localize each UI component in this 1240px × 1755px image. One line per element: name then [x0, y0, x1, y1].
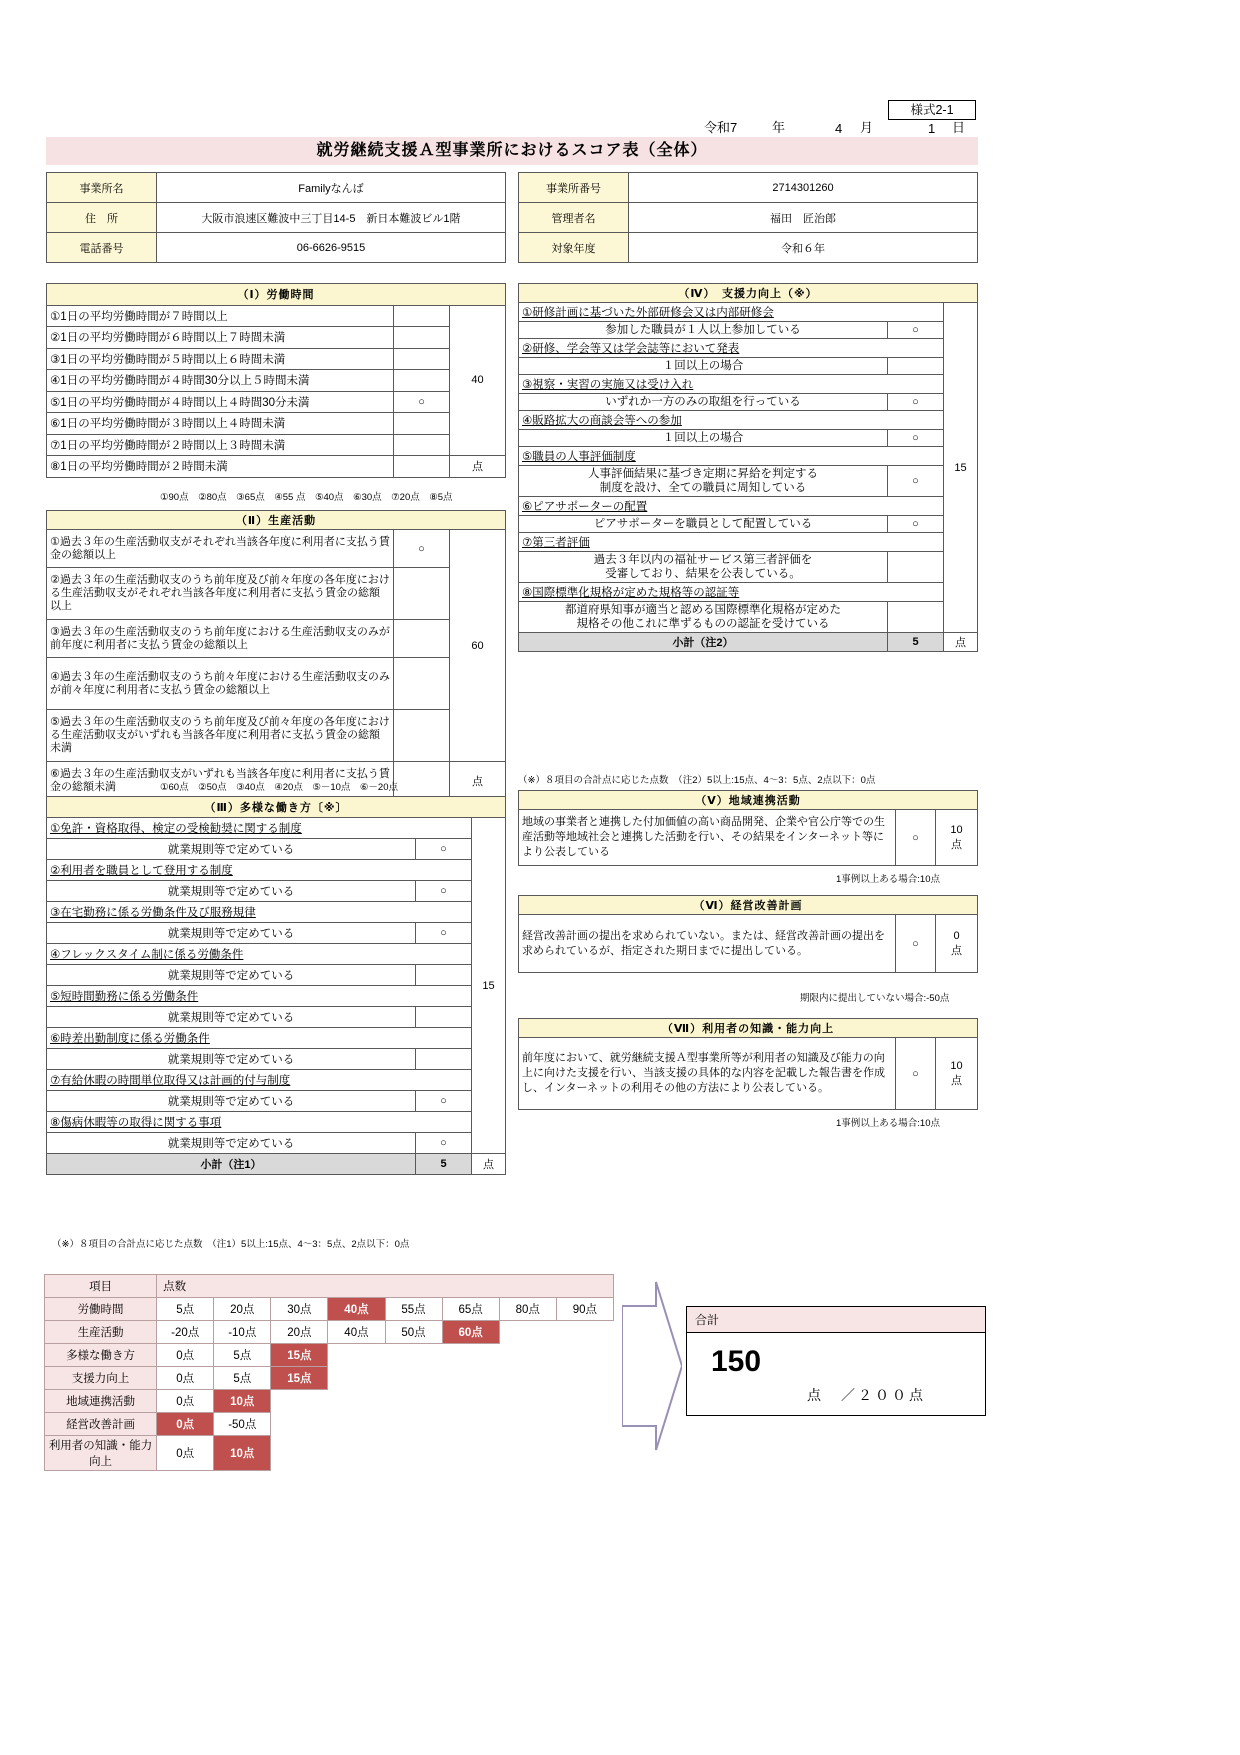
- section-3-answer-label: 就業規則等で定めている: [47, 1091, 416, 1112]
- section-3-diverse-work: [46, 796, 506, 1175]
- section-4-answer-row: [519, 552, 978, 583]
- section-4-answer-row: [519, 602, 978, 633]
- section-1-item-mark[interactable]: [394, 413, 450, 435]
- info-row: [519, 173, 978, 203]
- section-1-item-mark[interactable]: ○: [394, 391, 450, 413]
- section-2-item-label: ⑥過去３年の生産活動収支がいずれも当該各年度に利用者に支払う賃金の総額未満: [47, 762, 394, 800]
- summary-row: [45, 1367, 614, 1390]
- section-4-answer-mark[interactable]: ○: [888, 322, 944, 339]
- section-5-score: [936, 810, 978, 866]
- date-month-label: 月: [860, 120, 874, 135]
- section-5-mark[interactable]: ○: [896, 810, 936, 866]
- section-1-header-row: [47, 284, 506, 306]
- info-value: 福田 匠治郎: [629, 203, 978, 233]
- section-3-question-row: [47, 818, 506, 839]
- section-4-question: ⑦第三者評価: [519, 533, 944, 552]
- section-4-header: （Ⅳ） 支援力向上（※）: [519, 284, 978, 303]
- summary-cell: 40点: [328, 1321, 385, 1344]
- section-3-answer-mark[interactable]: ○: [416, 839, 472, 860]
- section-1-labor-hours: [46, 283, 506, 478]
- section-2-score: 60: [450, 530, 506, 762]
- info-label: 事業所番号: [519, 173, 629, 203]
- summary-row: [45, 1413, 614, 1436]
- summary-row: [45, 1298, 614, 1321]
- summary-cell: 55点: [385, 1298, 442, 1321]
- section-4-subtotal-label: 小計（注2）: [519, 633, 888, 652]
- summary-col-item: 項目: [45, 1275, 157, 1298]
- section-1-item-mark[interactable]: [394, 305, 450, 327]
- info-right-body: [519, 173, 978, 263]
- summary-pad: [499, 1321, 613, 1344]
- summary-header-row: [45, 1275, 614, 1298]
- section-4-answer-label: １回以上の場合: [519, 358, 888, 375]
- section-3-subtotal-value: 5: [416, 1154, 472, 1175]
- section-4-question-row: [519, 339, 978, 358]
- section-1-row: [47, 434, 506, 456]
- facility-info-left: [46, 172, 506, 263]
- section-4-score: 15: [944, 303, 978, 633]
- section-4-question: ⑤職員の人事評価制度: [519, 447, 944, 466]
- section-2-note: ①60点 ②50点 ③40点 ④20点 ⑤－10点 ⑥－20点: [160, 782, 399, 793]
- summary-pad: [271, 1436, 614, 1471]
- summary-cell: 0点: [157, 1390, 214, 1413]
- info-row: [47, 203, 506, 233]
- summary-cell: -10点: [214, 1321, 271, 1344]
- section-3-answer-row: [47, 881, 506, 902]
- section-7-header-row: [519, 1019, 978, 1038]
- summary-cell: 5点: [214, 1344, 271, 1367]
- summary-cell: 20点: [271, 1321, 328, 1344]
- total-value: 150: [711, 1345, 762, 1378]
- section-3-question-row: [47, 1028, 506, 1049]
- section-1-item-label: ⑥1日の平均労働時間が３時間以上４時間未満: [47, 413, 394, 435]
- section-2-item-label: ⑤過去３年の生産活動収支のうち前年度及び前々年度の各年度における生産活動収支がいずれも当該各年度に利用者に支払う賃金の総額未満: [47, 710, 394, 762]
- summary-row: [45, 1436, 614, 1471]
- section-1-row: [47, 348, 506, 370]
- section-2-header: （Ⅱ）生産活動: [47, 511, 506, 530]
- section-4-note: （※）８項目の合計点に応じた点数 （注2）5以上:15点、4〜3：5点、2点以下：0点: [518, 775, 876, 786]
- section-3-question: ③在宅勤務に係る労働条件及び服務規律: [47, 902, 472, 923]
- summary-cell: 90点: [556, 1298, 613, 1321]
- section-3-question: ⑦有給休暇の時間単位取得又は計画的付与制度: [47, 1070, 472, 1091]
- section-2-row: [47, 658, 506, 710]
- section-3-score: 15: [472, 818, 506, 1154]
- section-4-answer-mark[interactable]: ○: [888, 394, 944, 411]
- section-2-body: [47, 511, 506, 800]
- section-2-item-label: ④過去３年の生産活動収支のうち前々年度における生産活動収支のみが前々年度に利用者に支払う賃金の総額以上: [47, 658, 394, 710]
- info-value: Familyなんば: [157, 173, 506, 203]
- section-3-answer-label: 就業規則等で定めている: [47, 1007, 416, 1028]
- section-3-question: ⑤短時間勤務に係る労働条件: [47, 986, 472, 1007]
- section-4-question-row: [519, 497, 978, 516]
- section-6-row: [519, 915, 978, 973]
- section-1-item-label: ⑦1日の平均労働時間が２時間以上３時間未満: [47, 434, 394, 456]
- section-7-header: （Ⅶ）利用者の知識・能力向上: [519, 1019, 978, 1038]
- section-2-item-label: ①過去３年の生産活動収支がそれぞれ当該各年度に利用者に支払う賃金の総額以上: [47, 530, 394, 568]
- section-7-mark[interactable]: ○: [896, 1038, 936, 1110]
- section-4-header-row: [519, 284, 978, 303]
- section-1-score-unit: 点: [450, 456, 506, 478]
- summary-cell: 5点: [157, 1298, 214, 1321]
- summary-cell: 0点: [157, 1436, 214, 1471]
- info-label: 管理者名: [519, 203, 629, 233]
- section-7-body: [519, 1019, 978, 1110]
- section-2-row: [47, 568, 506, 620]
- section-4-answer-mark[interactable]: [888, 358, 944, 375]
- section-3-answer-label: 就業規則等で定めている: [47, 1049, 416, 1070]
- info-row: [47, 173, 506, 203]
- summary-cell: 15点: [271, 1344, 328, 1367]
- summary-cell: 10点: [214, 1390, 271, 1413]
- section-1-row: [47, 305, 506, 327]
- section-4-subtotal-row: [519, 633, 978, 652]
- summary-row-label: 生産活動: [45, 1321, 157, 1344]
- section-2-item-label: ③過去３年の生産活動収支のうち前年度における生産活動収支のみが前年度に利用者に支払う賃金の総額以上: [47, 620, 394, 658]
- section-4-answer-label: 参加した職員が１人以上参加している: [519, 322, 888, 339]
- section-3-answer-row: [47, 923, 506, 944]
- section-5-header-row: [519, 791, 978, 810]
- section-1-row: [47, 456, 506, 478]
- section-2-production: [46, 510, 506, 800]
- summary-cell: 0点: [157, 1367, 214, 1390]
- section-2-item-mark[interactable]: [394, 620, 450, 658]
- section-4-answer-mark[interactable]: ○: [888, 516, 944, 533]
- section-3-answer-mark[interactable]: [416, 1007, 472, 1028]
- section-3-question: ④フレックスタイム制に係る労働条件: [47, 944, 472, 965]
- summary-cell: 0点: [157, 1344, 214, 1367]
- summary-cell: 10点: [214, 1436, 271, 1471]
- summary-row: [45, 1344, 614, 1367]
- info-value: 大阪市浪速区難波中三丁目14-5 新日本難波ビル1階: [157, 203, 506, 233]
- section-4-answer-label: ピアサポーターを職員として配置している: [519, 516, 888, 533]
- summary-body: [45, 1275, 614, 1471]
- section-1-item-mark[interactable]: [394, 456, 450, 478]
- section-3-question-row: [47, 1070, 506, 1091]
- info-row: [519, 233, 978, 263]
- section-2-item-mark[interactable]: ○: [394, 530, 450, 568]
- section-5-header: （Ⅴ）地域連携活動: [519, 791, 978, 810]
- info-label: 電話番号: [47, 233, 157, 263]
- info-label: 住 所: [47, 203, 157, 233]
- section-4-answer-label: 都道府県知事が適当と認める国際標準化規格が定めた 規格その他これに準ずるものの認証を受けている: [519, 602, 888, 633]
- summary-cell: 20点: [214, 1298, 271, 1321]
- section-4-question-row: [519, 411, 978, 430]
- info-label: 対象年度: [519, 233, 629, 263]
- section-3-question-row: [47, 944, 506, 965]
- section-5-score-value: 10: [950, 823, 963, 836]
- section-1-score: 40: [450, 305, 506, 456]
- section-7-score-value: 10: [950, 1059, 963, 1072]
- summary-pad: [271, 1390, 614, 1413]
- section-2-row: [47, 710, 506, 762]
- section-3-question: ⑧傷病休暇等の取得に関する事項: [47, 1112, 472, 1133]
- section-3-answer-mark[interactable]: [416, 965, 472, 986]
- section-7-body: 前年度において、就労継続支援Ａ型事業所等が利用者の知識及び能力の向上に向けた支援を行い、当該支援の具体的な内容を記載した報告書を作成し、インターネットの利用その他の方法により公表している。: [519, 1038, 896, 1110]
- date-era: 令和7: [704, 120, 738, 135]
- section-7-row: [519, 1038, 978, 1110]
- section-7-note: 1事例以上ある場合:10点: [836, 1118, 940, 1129]
- section-4-question: ⑧国際標準化規格が定めた規格等の認証等: [519, 583, 944, 602]
- section-4-answer-mark[interactable]: [888, 602, 944, 633]
- summary-cell: -50点: [214, 1413, 271, 1436]
- section-1-row: [47, 391, 506, 413]
- section-3-answer-row: [47, 839, 506, 860]
- section-5-note: 1事例以上ある場合:10点: [836, 874, 940, 885]
- summary-cell: 80点: [499, 1298, 556, 1321]
- summary-row: [45, 1321, 614, 1344]
- section-4-question-row: [519, 583, 978, 602]
- summary-pad: [328, 1367, 614, 1390]
- info-left-body: [47, 173, 506, 263]
- section-3-subtotal-row: [47, 1154, 506, 1175]
- section-4-question: ②研修、学会等又は学会誌等において発表: [519, 339, 944, 358]
- summary-row-label: 多様な働き方: [45, 1344, 157, 1367]
- section-1-item-label: ③1日の平均労働時間が５時間以上６時間未満: [47, 348, 394, 370]
- date-day-label: 日: [952, 120, 966, 135]
- section-1-item-mark[interactable]: [394, 327, 450, 349]
- section-4-answer-row: [519, 394, 978, 411]
- date-nen-label: 年: [772, 120, 786, 135]
- section-1-header: （Ⅰ）労働時間: [47, 284, 506, 306]
- summary-row-label: 経営改善計画: [45, 1413, 157, 1436]
- section-4-answer-row: [519, 516, 978, 533]
- section-1-item-label: ①1日の平均労働時間が７時間以上: [47, 305, 394, 327]
- total-label: 合計: [687, 1307, 985, 1333]
- summary-cell: -20点: [157, 1321, 214, 1344]
- section-5-community-cooperation: [518, 790, 978, 866]
- summary-cell: 50点: [385, 1321, 442, 1344]
- section-1-note: ①90点 ②80点 ③65点 ④55 点 ⑤40点 ⑥30点 ⑦20点 ⑧5点: [160, 492, 453, 503]
- summary-row: [45, 1390, 614, 1413]
- section-2-item-mark[interactable]: [394, 568, 450, 620]
- summary-row-label: 地域連携活動: [45, 1390, 157, 1413]
- section-3-question-row: [47, 902, 506, 923]
- section-3-answer-mark[interactable]: ○: [416, 881, 472, 902]
- section-3-question: ①免許・資格取得、検定の受検勧奨に関する制度: [47, 818, 472, 839]
- section-3-question-row: [47, 860, 506, 881]
- section-7-score-unit: 点: [951, 1074, 962, 1087]
- total-unit: 点 ／２００点: [807, 1387, 926, 1403]
- section-4-answer-label: 人事評価結果に基づき定期に昇給を判定する 制度を設け、全ての職員に周知している: [519, 466, 888, 497]
- section-4-answer-mark[interactable]: ○: [888, 466, 944, 497]
- section-5-body: [519, 791, 978, 866]
- section-6-body: 経営改善計画の提出を求められていない。または、経営改善計画の提出を求められているが、指定された期日までに提出している。: [519, 915, 896, 973]
- section-2-header-row: [47, 511, 506, 530]
- section-1-item-label: ⑤1日の平均労働時間が４時間以上４時間30分未満: [47, 391, 394, 413]
- section-1-item-label: ②1日の平均労働時間が６時間以上７時間未満: [47, 327, 394, 349]
- section-2-row: [47, 620, 506, 658]
- section-3-answer-mark[interactable]: ○: [416, 1091, 472, 1112]
- section-4-answer-mark[interactable]: [888, 552, 944, 583]
- section-1-item-mark[interactable]: [394, 370, 450, 392]
- date-month: 4: [835, 121, 843, 136]
- section-4-question-row: [519, 375, 978, 394]
- section-4-answer-row: [519, 358, 978, 375]
- section-3-answer-label: 就業規則等で定めている: [47, 839, 416, 860]
- section-4-question: ③視察・実習の実施又は受け入れ: [519, 375, 944, 394]
- section-6-header-row: [519, 896, 978, 915]
- section-4-question: ⑥ピアサポーターの配置: [519, 497, 944, 516]
- section-3-question-row: [47, 1112, 506, 1133]
- section-2-row: [47, 530, 506, 568]
- section-4-support-capability: [518, 283, 978, 652]
- section-3-answer-row: [47, 965, 506, 986]
- section-1-item-mark[interactable]: [394, 348, 450, 370]
- section-6-score: [936, 915, 978, 973]
- section-4-answer-mark[interactable]: ○: [888, 430, 944, 447]
- section-3-answer-label: 就業規則等で定めている: [47, 965, 416, 986]
- section-4-answer-label: １回以上の場合: [519, 430, 888, 447]
- section-4-body: [519, 284, 978, 652]
- summary-row-label: 利用者の知識・能力向上: [45, 1436, 157, 1471]
- section-7-score: [936, 1038, 978, 1110]
- section-6-note: 期限内に提出していない場合:-50点: [800, 993, 950, 1004]
- page-title: 就労継続支援Ａ型事業所におけるスコア表（全体）: [46, 137, 978, 165]
- arrow-icon: [622, 1276, 682, 1456]
- info-row: [519, 203, 978, 233]
- summary-cell: 30点: [271, 1298, 328, 1321]
- section-4-question: ①研修計画に基づいた外部研修会又は内部研修会: [519, 303, 944, 322]
- section-3-subtotal-unit: 点: [472, 1154, 506, 1175]
- section-4-answer-label: いずれか一方のみの取組を行っている: [519, 394, 888, 411]
- section-2-item-label: ②過去３年の生産活動収支のうち前年度及び前々年度の各年度における生産活動収支がそれぞれ当該各年度に利用者に支払う賃金の総額以上: [47, 568, 394, 620]
- section-3-answer-mark[interactable]: [416, 1049, 472, 1070]
- section-3-body: [47, 797, 506, 1175]
- section-1-item-label: ⑧1日の平均労働時間が２時間未満: [47, 456, 394, 478]
- section-4-answer-label: 過去３年以内の福祉サービス第三者評価を 受審しており、結果を公表している。: [519, 552, 888, 583]
- summary-row-label: 支援力向上: [45, 1367, 157, 1390]
- summary-pad: [328, 1344, 614, 1367]
- summary-cell: 15点: [271, 1367, 328, 1390]
- section-3-header: （Ⅲ）多様な働き方〔※〕: [47, 797, 506, 818]
- summary-row-label: 労働時間: [45, 1298, 157, 1321]
- summary-cell: 60点: [442, 1321, 499, 1344]
- section-1-row: [47, 413, 506, 435]
- section-4-subtotal-value: 5: [888, 633, 944, 652]
- section-6-management-improvement: [518, 895, 978, 973]
- info-value: 06-6626-9515: [157, 233, 506, 263]
- info-value: 2714301260: [629, 173, 978, 203]
- section-5-body: 地域の事業者と連携した付加価値の高い商品開発、企業や官公庁等での生産活動等地域社会と連携した活動を行い、その結果をインターネット等により公表している: [519, 810, 896, 866]
- info-value: 令和６年: [629, 233, 978, 263]
- section-3-answer-label: 就業規則等で定めている: [47, 923, 416, 944]
- facility-info-right: [518, 172, 978, 263]
- section-4-answer-row: [519, 322, 978, 339]
- summary-col-score: 点数: [157, 1275, 614, 1298]
- section-3-question: ⑥時差出勤制度に係る労働条件: [47, 1028, 472, 1049]
- info-row: [47, 233, 506, 263]
- summary-cell: 65点: [442, 1298, 499, 1321]
- section-6-score-value: 0: [953, 929, 960, 942]
- summary-pad: [271, 1413, 614, 1436]
- summary-cell: 0点: [157, 1413, 214, 1436]
- section-3-answer-label: 就業規則等で定めている: [47, 881, 416, 902]
- summary-cell: 5点: [214, 1367, 271, 1390]
- section-4-subtotal-unit: 点: [944, 633, 978, 652]
- section-2-item-mark[interactable]: [394, 762, 450, 800]
- section-3-question-row: [47, 986, 506, 1007]
- section-4-question: ④販路拡大の商談会等への参加: [519, 411, 944, 430]
- section-3-answer-mark[interactable]: ○: [416, 923, 472, 944]
- section-5-score-unit: 点: [951, 838, 962, 851]
- section-4-question-row: [519, 303, 978, 322]
- section-1-row: [47, 370, 506, 392]
- section-3-answer-label: 就業規則等で定めている: [47, 1133, 416, 1154]
- section-4-question-row: [519, 447, 978, 466]
- section-3-answer-row: [47, 1007, 506, 1028]
- section-3-header-row: [47, 797, 506, 818]
- section-1-item-mark[interactable]: [394, 434, 450, 456]
- section-3-answer-row: [47, 1049, 506, 1070]
- section-1-row: [47, 327, 506, 349]
- section-2-item-mark[interactable]: [394, 658, 450, 710]
- summary-cell: 40点: [328, 1298, 385, 1321]
- summary-score-grid: [44, 1274, 614, 1471]
- section-3-note: （※）８項目の合計点に応じた点数 （注1）5以上:15点、4〜3：5点、2点以下：0点: [52, 1239, 410, 1250]
- section-2-score-unit: 点: [450, 762, 506, 800]
- section-2-item-mark[interactable]: [394, 710, 450, 762]
- date-line: [700, 116, 978, 138]
- section-4-question-row: [519, 533, 978, 552]
- info-label: 事業所名: [47, 173, 157, 203]
- section-3-subtotal-label: 小計（注1）: [47, 1154, 416, 1175]
- section-4-answer-row: [519, 430, 978, 447]
- section-5-row: [519, 810, 978, 866]
- section-3-answer-mark[interactable]: ○: [416, 1133, 472, 1154]
- section-1-item-label: ④1日の平均労働時間が４時間30分以上５時間未満: [47, 370, 394, 392]
- section-6-header: （Ⅵ）経営改善計画: [519, 896, 978, 915]
- section-7-user-knowledge: [518, 1018, 978, 1110]
- section-4-answer-row: [519, 466, 978, 497]
- section-3-answer-row: [47, 1133, 506, 1154]
- section-6-body: [519, 896, 978, 973]
- total-score-box: [686, 1306, 986, 1416]
- section-6-score-unit: 点: [951, 944, 962, 957]
- section-6-mark[interactable]: ○: [896, 915, 936, 973]
- date-day: 1: [928, 121, 936, 136]
- section-3-answer-row: [47, 1091, 506, 1112]
- form-number: 様式2-1: [888, 100, 976, 120]
- section-3-question: ②利用者を職員として登用する制度: [47, 860, 472, 881]
- section-1-body: [47, 284, 506, 478]
